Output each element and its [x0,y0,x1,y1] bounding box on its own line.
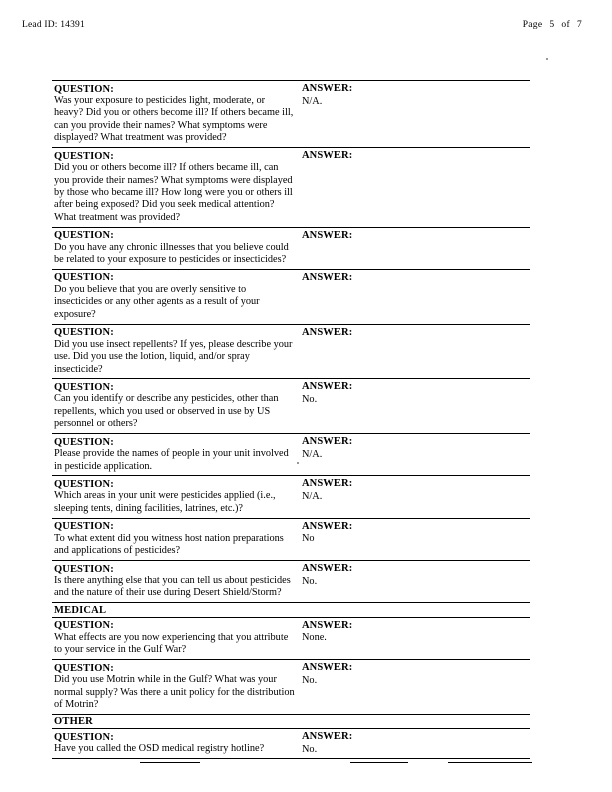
question-text: Was your exposure to pesticides light, moderate, or heavy? Did you or others become ill? If others became ill, can you provide their names? What symptoms were displayed? What treatment was provided? [54,95,294,144]
qa-item [52,618,530,659]
page-label: Page [522,20,543,30]
bottom-marks [0,762,612,770]
answer-label: ANSWER: [302,381,353,393]
question-label: QUESTION: [54,620,114,632]
question-text: Do you believe that you are overly sensitive to insecticides or any other agents as a result of your exposure? [54,283,260,320]
question-label: QUESTION: [54,731,114,743]
question-label: QUESTION: [54,436,114,448]
answer-label: ANSWER: [302,619,353,631]
qa-body [52,228,530,269]
qa-item [52,660,530,714]
question-text: Can you identify or describe any pesticides, other than repellents, which you used or observed in use by US personnel or others? [54,393,279,430]
question-label: QUESTION: [54,150,114,162]
answer-text: None. [302,632,327,644]
page-header [0,20,612,38]
qa-body [52,476,530,517]
qa-rule [52,602,530,603]
answer-label: ANSWER: [302,271,353,283]
section-heading: OTHER [54,716,93,728]
qa-item [52,434,530,475]
qa-body [52,618,530,659]
question-text: Which areas in your unit were pesticides applied (i.e., sleeping tents, dining facilities, latrines, etc.)? [54,490,276,514]
question-text: Is there anything else that you can tell us about pesticides and the nature of their use during Desert Shield/Storm? [54,575,291,599]
qa-body [52,270,530,324]
qa-item [52,379,530,433]
qa-body [52,379,530,433]
qa-body [52,561,530,602]
qa-body [52,148,530,227]
question-label: QUESTION: [54,83,114,95]
page-number [523,20,582,30]
question-label: QUESTION: [54,662,114,674]
qa-body [52,325,530,379]
question-label: QUESTION: [54,272,114,284]
answer-text: No. [302,674,318,686]
answer-label: ANSWER: [302,478,353,490]
qa-item [52,325,530,379]
question-text: Have you called the OSD medical registry hotline? [54,743,265,755]
question-label: QUESTION: [54,563,114,575]
answer-label: ANSWER: [302,563,353,575]
answer-label: ANSWER: [302,326,353,338]
answer-text: No. [302,575,318,587]
qa-body [52,729,530,758]
scan-speck [297,462,299,464]
answer-label: ANSWER: [302,731,353,743]
section-heading: MEDICAL [54,604,107,616]
answer-text: N/A. [302,95,323,107]
answer-text: N/A. [302,448,323,460]
qa-item [52,81,530,147]
qa-item [52,148,530,227]
qa-item [52,476,530,517]
question-label: QUESTION: [54,381,114,393]
qa-item [52,519,530,560]
question-text: To what extent did you witness host nation preparations and applications of pesticides? [54,532,284,557]
answer-text: No. [302,393,318,405]
qa-item [52,228,530,269]
question-text: Do you have any chronic illnesses that you believe could be related to your exposure to pesticides or insecticides? [54,241,289,266]
answer-label: ANSWER: [302,520,353,532]
answer-label: ANSWER: [302,83,353,94]
answer-text: N/A. [302,490,323,502]
qa-body [52,434,530,475]
qa-body [52,519,530,560]
answer-text: No [302,533,315,545]
lead-id: Lead ID: 14391 [22,20,85,30]
question-text: Please provide the names of people in your unit involved in pesticide application. [54,448,289,472]
question-label: QUESTION: [54,327,114,339]
bottom-mark-left [140,762,200,763]
page-total: 7 [576,20,582,30]
qa-item [52,561,530,602]
question-text: Did you or others become ill? If others became ill, can you provide their names? What symptoms were displayed by those who became ill? How long were you or others ill after being exposed? Did you seek medical attention? What treatment was provided? [54,162,293,223]
page-of: of [561,20,570,30]
question-label: QUESTION: [54,521,114,533]
answer-label: ANSWER: [302,436,353,448]
question-label: QUESTION: [54,230,114,242]
question-text: What effects are you now experiencing that you attribute to your service in the Gulf War? [54,631,289,656]
qa-body [52,81,530,147]
qa-item [52,729,530,758]
qa-body [52,660,530,714]
page-current: 5 [549,20,555,30]
qa-rule [52,714,530,715]
question-text: Did you use Motrin while in the Gulf? What was your normal supply? Was there a unit policy for the distribution of Motrin? [54,674,295,710]
answer-label: ANSWER: [302,229,353,241]
qa-item [52,270,530,324]
answer-label: ANSWER: [302,150,353,162]
question-label: QUESTION: [54,478,114,490]
scan-speck [546,58,548,60]
bottom-mark-center [350,762,408,763]
qa-rule [52,758,530,759]
question-text: Did you use insect repellents? If yes, please describe your use. Did you use the lotion, liquid, and/or spray insecticide? [54,338,293,375]
answer-label: ANSWER: [302,662,353,674]
answer-text: No. [302,743,318,755]
qa-list [52,80,530,759]
bottom-mark-right [448,762,532,763]
